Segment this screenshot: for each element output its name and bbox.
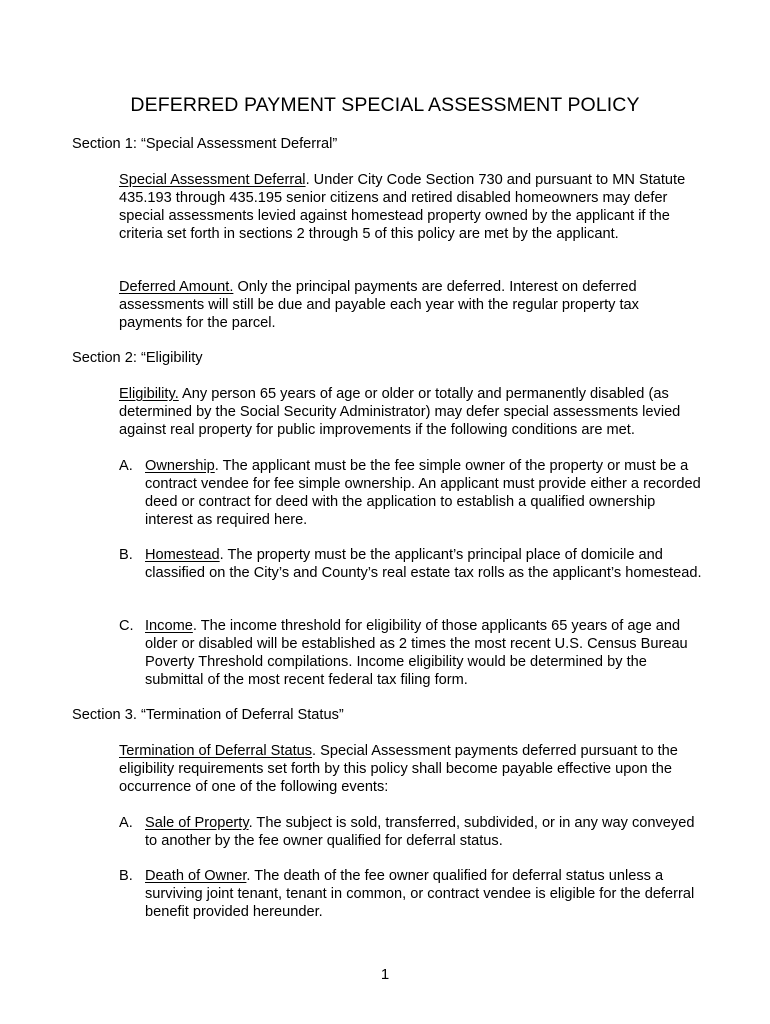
section-3-paragraph-termination bbox=[119, 742, 704, 796]
item-body bbox=[145, 546, 704, 582]
section-2-heading: Section 2: “Eligibility bbox=[72, 350, 203, 366]
document-title: DEFERRED PAYMENT SPECIAL ASSESSMENT POLICY bbox=[130, 94, 640, 116]
paragraph-text: Any person 65 years of age or older or totally and permanently disabled (as determined by the Social Security Administrator) may defer special assessments levied against real property for public improvements if the following conditions are met. bbox=[119, 386, 681, 438]
section-3-item-sale-of-property bbox=[119, 814, 704, 850]
page-number: 1 bbox=[380, 966, 390, 983]
item-letter: C. bbox=[119, 618, 134, 634]
item-body bbox=[145, 867, 704, 921]
item-letter: A. bbox=[119, 458, 133, 474]
item-letter: B. bbox=[119, 547, 133, 563]
section-3-heading: Section 3. “Termination of Deferral Status” bbox=[72, 707, 344, 723]
section-2-item-ownership bbox=[119, 457, 704, 529]
paragraph-text: Only the principal payments are deferred. Interest on deferred assessments will still be due and payable each year with the regular property tax payments for the parcel. bbox=[119, 279, 639, 331]
paragraph-text: . Under City Code Section 730 and pursuant to MN Statute 435.193 through 435.195 senior citizens and retired disabled homeowners may defer special assessments levied against homestead property owned by the applicant if the criteria set forth in sections 2 through 5 of this policy are met by the applicant. bbox=[119, 172, 686, 242]
item-label: Income bbox=[145, 618, 193, 634]
item-label: Ownership bbox=[145, 458, 215, 474]
section-1-paragraph-deferral bbox=[119, 171, 704, 243]
item-letter: A. bbox=[119, 815, 133, 831]
paragraph-label: Special Assessment Deferral bbox=[119, 172, 306, 188]
item-body bbox=[145, 617, 704, 689]
item-text: . The subject is sold, transferred, subdivided, or in any way conveyed to another by the fee owner qualified for deferral status. bbox=[145, 815, 695, 849]
item-text: . The property must be the applicant’s principal place of domicile and classified on the City’s and County’s real estate tax rolls as the applicant’s homestead. bbox=[145, 547, 702, 581]
section-2-item-income bbox=[119, 617, 704, 689]
item-label: Sale of Property bbox=[145, 815, 249, 831]
item-text: . The applicant must be the fee simple owner of the property or must be a contract vendee for fee simple ownership. An applicant must provide either a recorded deed or contract for deed with the application to establish a qualified ownership interest as required here. bbox=[145, 458, 701, 528]
section-3-item-death-of-owner bbox=[119, 867, 704, 921]
item-letter: B. bbox=[119, 868, 133, 884]
paragraph-label: Deferred Amount. bbox=[119, 279, 234, 295]
item-label: Death of Owner bbox=[145, 868, 247, 884]
item-body bbox=[145, 457, 704, 529]
paragraph-label: Eligibility. bbox=[119, 386, 179, 402]
item-text: . The income threshold for eligibility of those applicants 65 years of age and older or disabled will be established as 2 times the most recent U.S. Census Bureau Poverty Threshold compilations. Income eligibility would be determined by the submittal of the most recent federal tax filing form. bbox=[145, 618, 688, 688]
paragraph-label: Termination of Deferral Status bbox=[119, 743, 313, 759]
item-label: Homestead bbox=[145, 547, 220, 563]
section-1-paragraph-deferred-amount bbox=[119, 278, 704, 332]
item-text: . The death of the fee owner qualified for deferral status unless a surviving joint tenant, tenant in common, or contract vendee is eligible for the deferral benefit provided hereunder. bbox=[145, 868, 695, 920]
section-1-heading: Section 1: “Special Assessment Deferral” bbox=[72, 136, 338, 152]
item-body bbox=[145, 814, 704, 850]
paragraph-text: . Special Assessment payments deferred pursuant to the eligibility requirements set forth by this policy shall become payable effective upon the occurrence of one of the following events: bbox=[119, 743, 678, 795]
section-2-item-homestead bbox=[119, 546, 704, 582]
section-2-paragraph-eligibility bbox=[119, 385, 704, 439]
